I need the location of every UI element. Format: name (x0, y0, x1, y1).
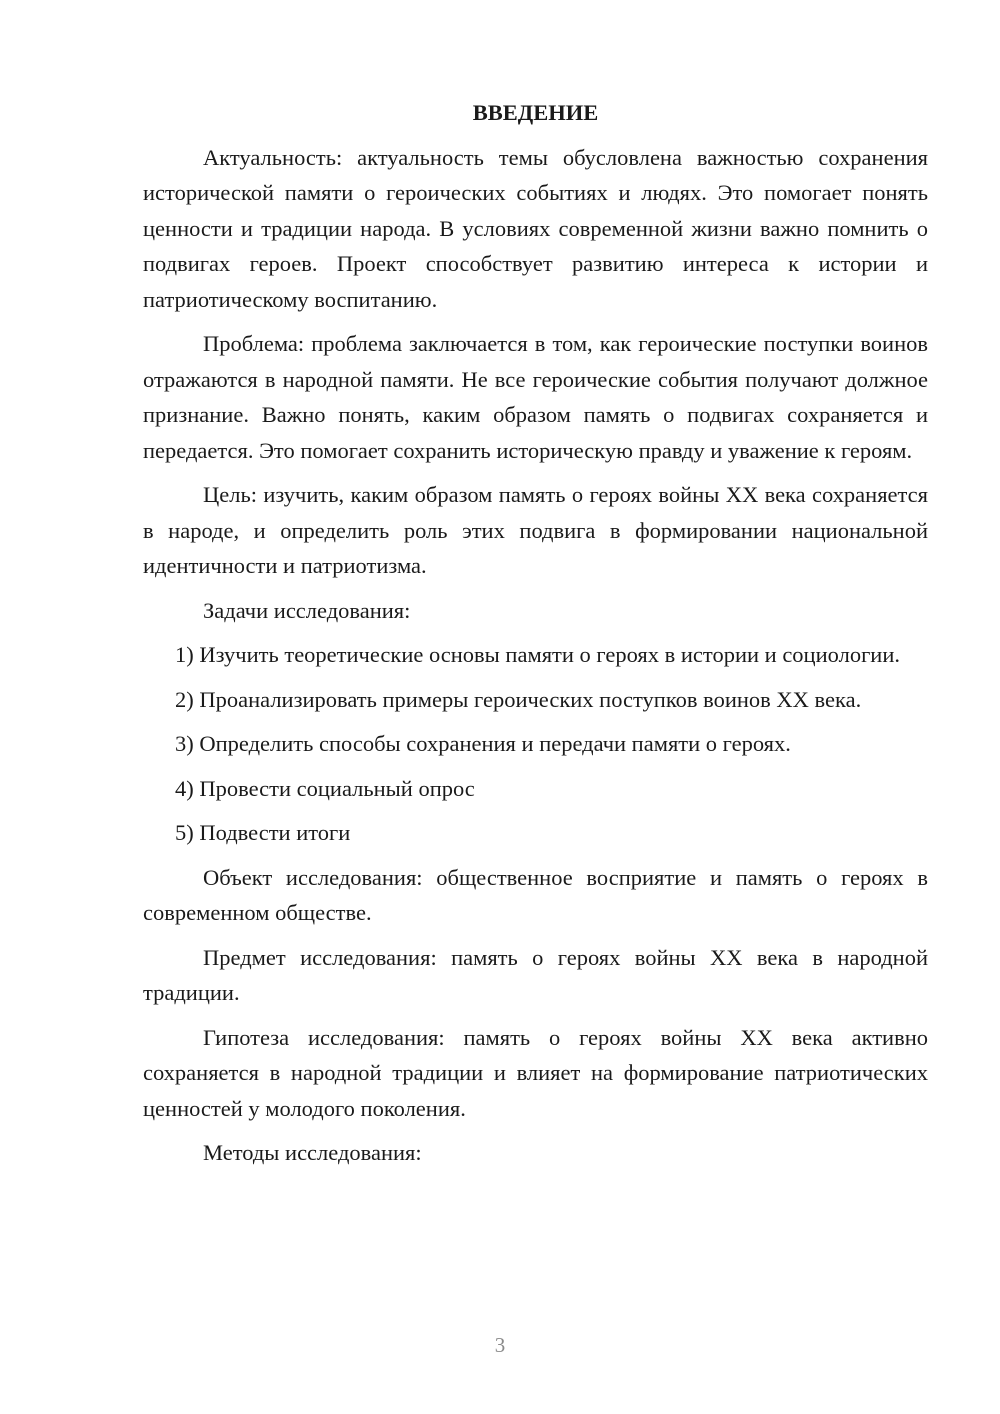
goal-paragraph: Цель: изучить, каким образом память о героях войны XX века сохраняется в народе, и определить роль этих подвига в формировании национальной идентичности и патриотизма. (143, 482, 928, 578)
task-item-2: 2) Проанализировать примеры героических поступков воинов XX века. (175, 686, 862, 712)
subject-paragraph: Предмет исследования: память о героях войны XX века в народной традиции. (143, 944, 928, 1005)
task-item-5: 5) Подвести итоги (175, 820, 351, 845)
section-heading: ВВЕДЕНИЕ (472, 100, 599, 125)
object-paragraph: Объект исследования: общественное восприятие и память о героях в современном обществе. (143, 864, 928, 925)
task-item-3: 3) Определить способы сохранения и передачи памяти о героях. (175, 731, 791, 756)
page-content (143, 95, 928, 1180)
tasks-title: Задачи исследования: (203, 597, 411, 623)
hypothesis-paragraph: Гипотеза исследования: память о героях войны XX века активно сохраняется в народной традиции и влияет на формирование патриотических ценностей у молодого поколения. (143, 1024, 928, 1121)
page-number: 3 (494, 1333, 506, 1357)
problem-paragraph: Проблема: проблема заключается в том, как героические поступки воинов отражаются в народной памяти. Не все героические события получают должное признание. Важно понять, каким образом память о подвигах сохраняется и передается. Это помогает сохранить историческую правду и уважение к героям. (143, 331, 928, 463)
methods-title: Методы исследования: (203, 1140, 422, 1165)
task-item-1: 1) Изучить теоретические основы памяти о героях в истории и социологии. (175, 642, 900, 667)
task-item-4: 4) Провести социальный опрос (175, 775, 475, 801)
relevance-paragraph: Актуальность: актуальность темы обусловлена важностью сохранения исторической памяти о героических событиях и людях. Это помогает понять ценности и традиции народа. В условиях современной жизни важно помнить о подвигах героев. Проект способствует развитию интереса к истории и патриотическому воспитанию. (143, 144, 928, 312)
